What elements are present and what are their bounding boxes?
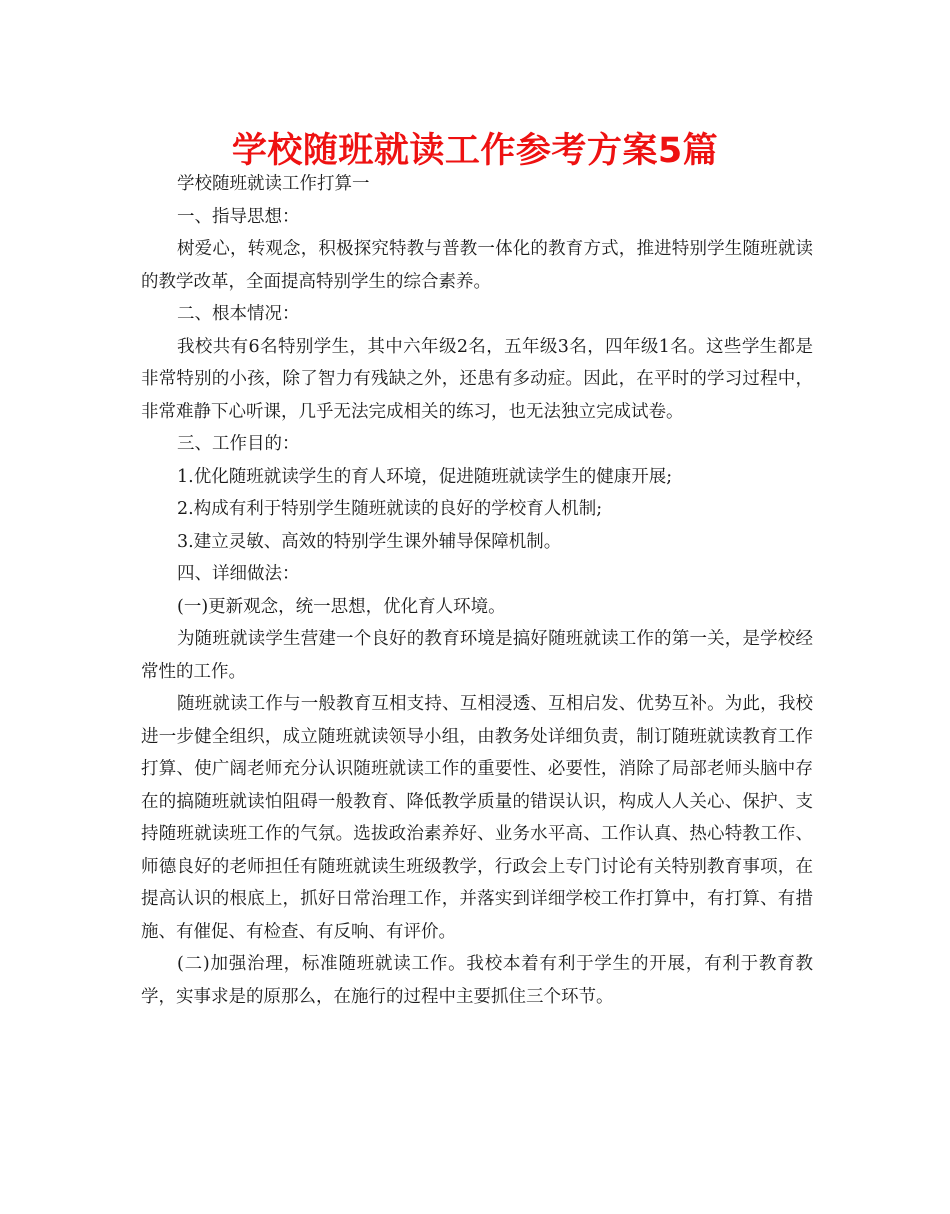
paragraph-guiding-thought: 树爱心，转观念，积极探究特教与普教一体化的教育方式，推进特别学生随班就读的教学改革，全面提高特别学生的综合素养。 xyxy=(141,239,813,292)
section-heading-work-goals: 三、工作目的： xyxy=(177,434,300,454)
section-heading-plan-one: 学校随班就读工作打算一 xyxy=(177,174,370,194)
paragraph-management: (二)加强治理，标准随班就读工作。我校本着有利于学生的开展，有利于教育教学，实事求是的原那么，在施行的过程中主要抓住三个环节。 xyxy=(141,954,813,1007)
list-item-goal-2: 2.构成有利于特别学生随班就读的良好的学校育人机制; xyxy=(177,499,603,519)
document-title: 学校随班就读工作参考方案5篇 xyxy=(231,131,719,171)
list-item-goal-1: 1.优化随班就读学生的育人环境，促进随班就读学生的健康开展; xyxy=(177,466,673,487)
paragraph-organization: 随班就读工作与一般教育互相支持、互相浸透、互相启发、优势互补。为此，我校进一步健全组织，成立随班就读领导小组，由教务处详细负责，制订随班就读教育工作打算、使广阔老师充分认识随班就读工作的重要性、必要性，消除了局部老师头脑中存在的搞随班就读怕阻碍一般教育、降低教学质量的错误认识，构成人人关心、保护、支持随班就读班工作的气氛。选拔政治素养好、业务水平高、工作认真、热心特教工作、师德良好的老师担任有随班就读生班级教学，行政会上专门讨论有关特别教育事项，在提高认识的根底上，抓好日常治理工作，并落实到详细学校工作打算中，有打算、有措施、有催促、有检查、有反响、有评价。 xyxy=(141,694,813,942)
section-heading-methods: 四、详细做法： xyxy=(177,564,300,584)
list-item-goal-3: 3.建立灵敏、高效的特别学生课外辅导保障机制。 xyxy=(177,531,562,552)
section-heading-guiding-thought: 一、指导思想： xyxy=(177,206,300,227)
paragraph-environment: 为随班就读学生营建一个良好的教育环境是搞好随班就读工作的第一关，是学校经常性的工作。 xyxy=(141,629,813,682)
paragraph-basic-situation: 我校共有6名特别学生，其中六年级2名，五年级3名，四年级1名。这些学生都是非常特别的小孩，除了智力有残缺之外，还患有多动症。因此，在平时的学习过程中，非常难静下心听课，几乎无法完成相关的练习，也无法独立完成试卷。 xyxy=(141,336,813,422)
subheading-method-1: (一)更新观念，统一思想，优化育人环境。 xyxy=(177,596,506,617)
section-heading-basic-situation: 二、根本情况： xyxy=(177,304,300,324)
document-body xyxy=(141,168,813,1013)
